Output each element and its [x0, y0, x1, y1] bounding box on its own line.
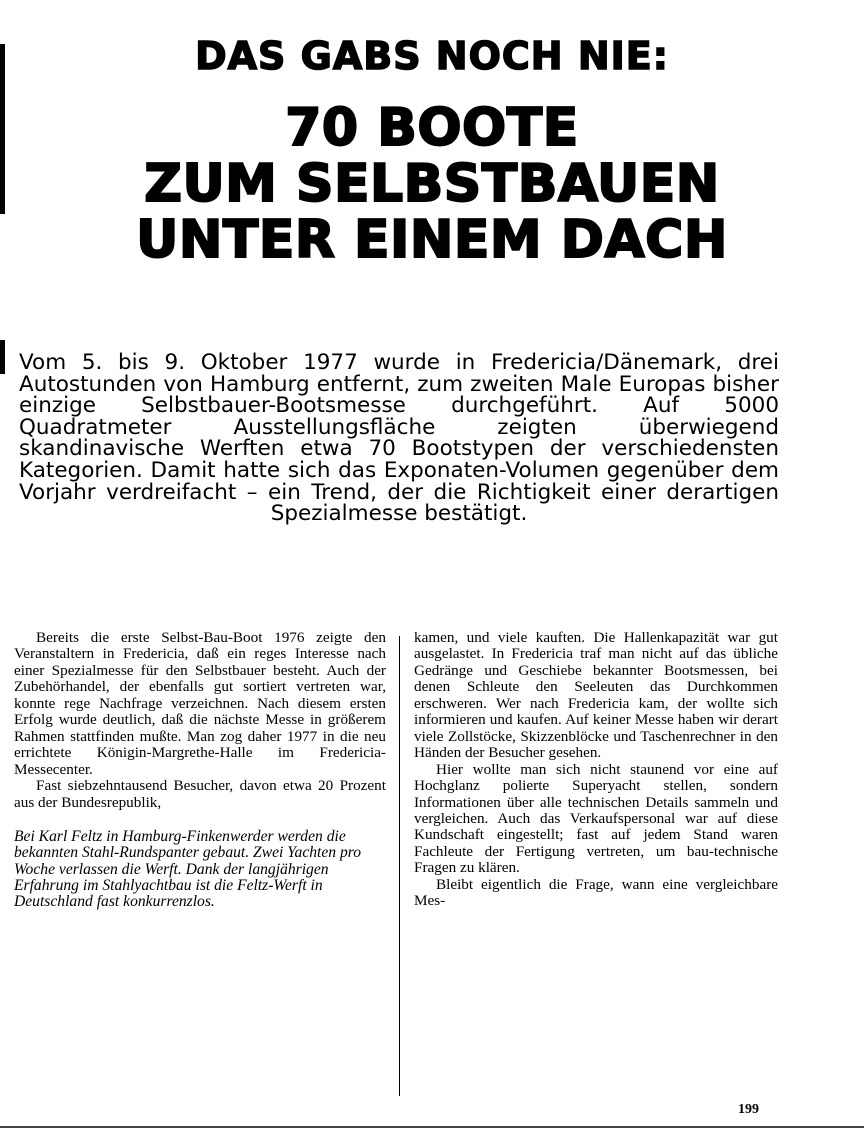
- headline-line-1: 70 BOOTE: [285, 98, 579, 158]
- body-paragraph: kamen, und viele kauften. Die Hallenkapazität war gut ausgelastet. In Fredericia traf man nicht auf das übliche Gedränge und Geschiebe bekannter Bootsmessen, bei denen Schleute den Seeleuten das Durchkommen erschweren. Wer nach Fredericia kam, der wollte sich informieren und kaufen. Auf keiner Messe haben wir derart viele Zollstöcke, Skizzenblöcke und Taschenrechner in den Händen der Besucher gesehen.: [414, 629, 778, 762]
- photo-caption: [14, 829, 386, 910]
- article-kicker: DAS GABS NOCH NIE:: [195, 34, 669, 78]
- lead-paragraph: Vom 5. bis 9. Oktober 1977 wurde in Fredericia/Dänemark, drei Autostunden von Hamburg entfernt, zum zweiten Male Europas bisher einzige Selbstbauer-Bootsmesse durchgeführt. Auf 5000 Quadratmeter Ausstellungsfläche zeigten überwiegend skandinavische Werften etwa 70 Bootstypen der verschiedensten Kategorien. Damit hatte sich das Exponaten-Volumen gegenüber dem Vorjahr verdreifacht – ein Trend, der die Richtigkeit einer derartigen Spezialmesse bestätigt.: [19, 350, 779, 527]
- body-paragraph: Bereits die erste Selbst-Bau-Boot 1976 zeigte den Veranstaltern in Fredericia, daß ein reges Interesse nach einer Spezialmesse für den Selbstbauer besteht. Auch der Zubehörhandel, der ebenfalls gut sortiert vertreten war, konnte rege Nachfrage verzeichnen. Nach diesem ersten Erfolg wurde deutlich, daß die nächste Messe in größerem Rahmen stattfinden mußte. Man zog daher 1977 in die neu errichtete Königin-Margrethe-Halle im Fredericia-Messecenter.: [14, 629, 386, 778]
- article-headline: [0, 100, 864, 268]
- body-paragraph: Fast siebzehntausend Besucher, davon etwa 20 Prozent aus der Bundesrepublik,: [14, 777, 386, 811]
- column-divider: [399, 636, 400, 1096]
- page-number: 199: [738, 1102, 759, 1117]
- body-paragraph: Hier wollte man sich nicht staunend vor eine auf Hochglanz polierte Superyacht stellen, sondern Informationen über alle technischen Details sammeln und vergleichen. Auch das Verkaufspersonal war auf diese Kundschaft eingestellt; fast auf jedem Stand waren Fachleute der Fertigung vertreten, um bau-technische Fragen zu klären.: [414, 760, 778, 877]
- caption-text: Bei Karl Feltz in Hamburg-Finkenwerder werden die bekannten Stahl-Rundspanter gebaut. Zwei Yachten pro Woche verlassen die Werft. Dank der langjährigen Erfahrung im Stahlyachtbau ist die Feltz-Werft in Deutschland fast konkurrenzlos.: [14, 827, 362, 911]
- scan-edge-mark-lead: [0, 340, 5, 374]
- page-bottom-rule: [0, 1126, 864, 1128]
- headline-line-3: UNTER EINEM DACH: [136, 210, 728, 270]
- body-paragraph: Bleibt eigentlich die Frage, wann eine vergleichbare Mes-: [414, 875, 778, 910]
- body-column-left: [14, 630, 386, 910]
- body-column-right: [414, 630, 778, 910]
- headline-line-2: ZUM SELBSTBAUEN: [144, 154, 720, 214]
